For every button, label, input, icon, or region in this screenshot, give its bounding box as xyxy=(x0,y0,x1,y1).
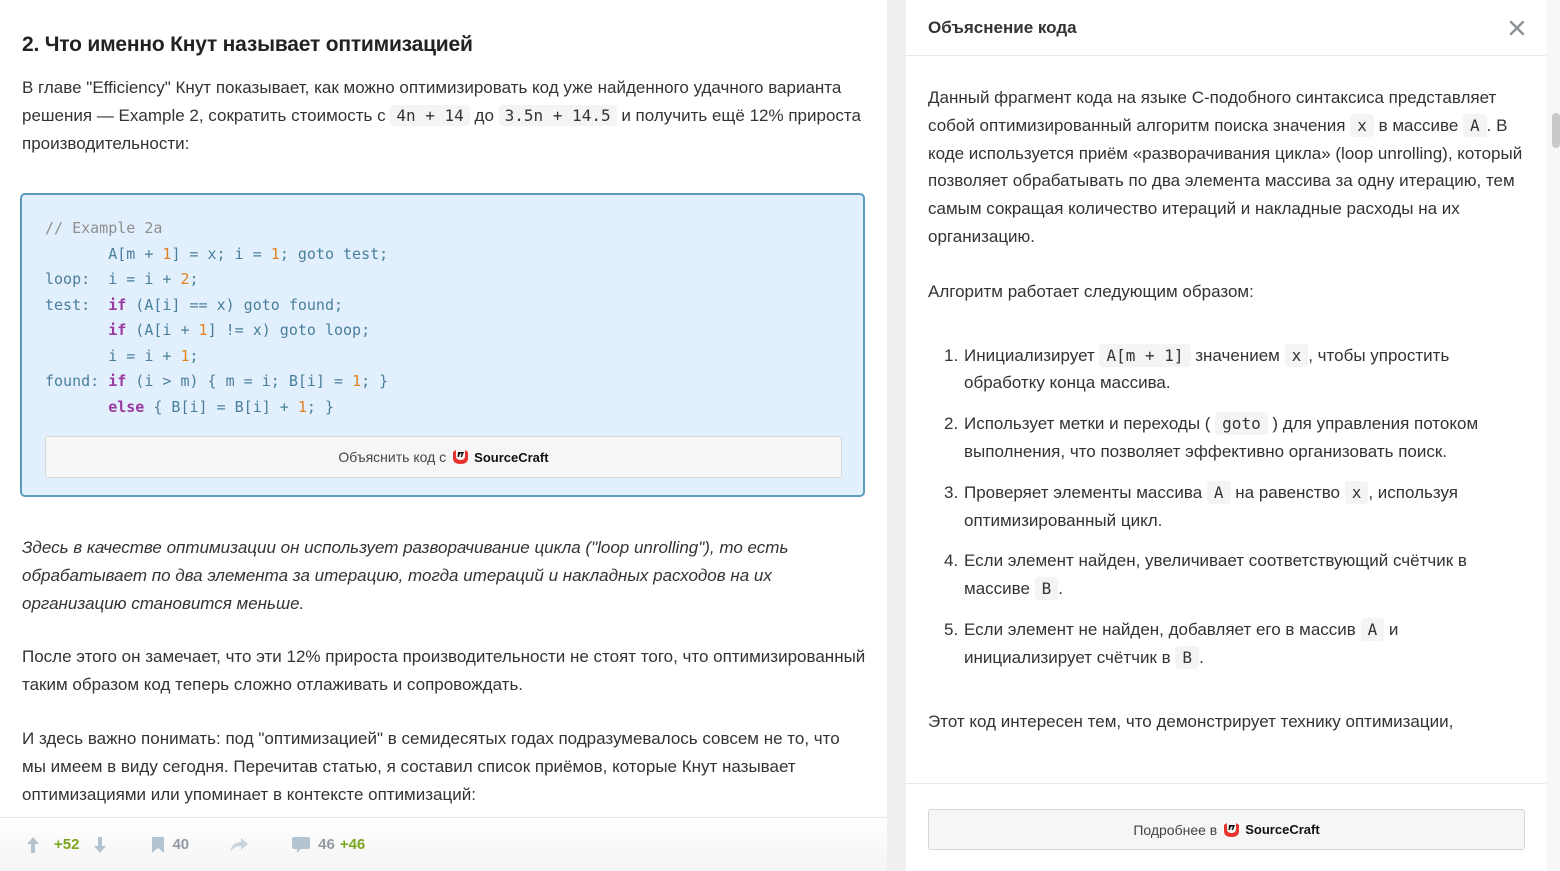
explain-button-label: Объяснить код с xyxy=(338,449,447,465)
explanation-intro xyxy=(928,84,1528,251)
bookmark-icon xyxy=(151,836,165,854)
explanation-content xyxy=(928,84,1528,762)
step-text xyxy=(964,342,1528,398)
text: и инициализирует счётчик в xyxy=(964,619,1399,667)
intro-text: и получить ещё 12% прироста производительности: xyxy=(22,106,861,153)
code-line: A[m + 1] = x; i = 1; goto test; xyxy=(108,244,389,263)
text: на равенство xyxy=(1230,482,1345,502)
downvote-button[interactable] xyxy=(93,836,107,854)
code-line: found: if (i > m) { m = i; B[i] = 1; } xyxy=(45,372,389,390)
text: , используя оптимизированный цикл. xyxy=(964,482,1458,530)
comments-button[interactable] xyxy=(291,836,365,854)
share-button[interactable] xyxy=(229,837,249,853)
inline-code: A[m + 1] xyxy=(1099,344,1190,367)
text: в массиве xyxy=(1373,115,1464,135)
step-text xyxy=(964,479,1528,535)
comment-icon xyxy=(291,836,311,854)
paragraph: И здесь важно понимать: под "оптимизацией" в семидесятых годах подразумевалось совсем не то, что мы имеем в виду сегодня. Перечитав статью, я составил список приёмов, которые Кнут называет оптимизациями или упоминает в контексте оптимизаций: xyxy=(22,729,840,804)
text: значением xyxy=(1190,345,1285,365)
step-number: 4. xyxy=(944,551,959,571)
inline-code: 3.5n + 14.5 xyxy=(499,105,617,126)
bookmark-count: 40 xyxy=(172,836,190,853)
code-line: if (A[i + 1] != x) goto loop; xyxy=(108,321,371,339)
close-icon xyxy=(1506,17,1528,39)
share-icon xyxy=(229,837,249,853)
text: Данный фрагмент кода на языке C-подобного синтаксиса представляет собой оптимизированный алгоритм поиска значения xyxy=(928,88,1497,135)
paragraph: После этого он замечает, что эти 12% прироста производительности не стоят того, что оптимизированный таким образом код теперь сложно отлаживать и сопровождать. xyxy=(22,647,866,694)
step-number: 1. xyxy=(944,345,959,365)
intro-text: В главе "Efficiency" Кнут показывает, как можно оптимизировать код уже найденного удачного варианта решения — Example 2, сократить стоимость с xyxy=(22,78,842,125)
code-line: // Example 2a xyxy=(45,219,163,237)
algorithm-steps xyxy=(928,342,1528,672)
step-item xyxy=(928,342,1528,398)
text: Использует метки и переходы ( xyxy=(964,414,1216,434)
step-item xyxy=(928,616,1528,672)
step-item xyxy=(928,547,1528,603)
rating-value: +52 xyxy=(54,836,80,853)
sourcecraft-brand xyxy=(1223,822,1319,838)
section-heading: 2. Что именно Кнут называет оптимизацией xyxy=(22,33,473,56)
inline-code: x xyxy=(1285,344,1309,367)
article-actions-bar xyxy=(0,817,887,871)
panel-header xyxy=(906,0,1546,56)
upvote-button[interactable] xyxy=(26,836,40,854)
step-item xyxy=(928,479,1528,535)
code-content xyxy=(45,216,388,420)
step-number: 5. xyxy=(944,619,959,639)
step-text xyxy=(964,547,1528,603)
text: , чтобы упростить обработку конца массива. xyxy=(964,345,1450,393)
text: . В коде используется приём «разворачивания цикла» (loop unrolling), который позволяет обрабатывать по два элемента массива за одну итерацию, тем самым сокращая количество итераций и накладные расходы на их организацию. xyxy=(928,115,1523,246)
bookmark-button[interactable] xyxy=(151,836,189,854)
explanation-closing: Этот код интересен тем, что демонстрирует технику оптимизации, xyxy=(928,711,1454,731)
text: ) для управления потоком выполнения, что позволяет эффективно организовать поиск. xyxy=(964,414,1479,461)
close-button[interactable] xyxy=(1506,17,1528,39)
inline-code: A xyxy=(1463,114,1487,137)
text: Если элемент не найден, добавляет его в массив xyxy=(964,619,1361,639)
panel-scrollbar-thumb[interactable] xyxy=(1552,113,1560,148)
explain-code-button[interactable] xyxy=(45,436,842,478)
step-item xyxy=(928,410,1528,466)
italic-paragraph: Здесь в качестве оптимизации он использует разворачивание цикла ("loop unrolling"), то есть обрабатывает по два элемента за итерацию, тогда итераций и накладных расходов на их организацию становится меньше. xyxy=(22,538,789,613)
inline-code: A xyxy=(1207,481,1231,504)
sourcecraft-brand xyxy=(452,449,548,465)
step-number: 3. xyxy=(944,482,959,502)
code-line: else { B[i] = B[i] + 1; } xyxy=(108,397,334,416)
brand-name: SourceCraft xyxy=(1245,822,1320,837)
inline-code: B xyxy=(1175,646,1199,669)
inline-code: x xyxy=(1345,481,1369,504)
text: Если элемент найден, увеличивает соответствующий счётчик в массиве xyxy=(964,551,1467,599)
sourcecraft-logo-icon xyxy=(452,449,469,465)
arrow-down-icon xyxy=(93,836,107,854)
text: Инициализирует xyxy=(964,345,1100,365)
comment-count: 46 xyxy=(318,836,335,853)
inline-code: B xyxy=(1035,577,1059,600)
algorithm-heading: Алгоритм работает следующим образом: xyxy=(928,281,1254,301)
code-line: i = i + 1; xyxy=(108,346,199,365)
text: . xyxy=(1199,647,1204,667)
step-text xyxy=(964,410,1528,466)
article-header xyxy=(22,30,867,158)
code-line: loop: i = i + 2; xyxy=(45,270,199,288)
panel-gutter xyxy=(887,0,906,871)
code-explanation-panel xyxy=(906,0,1546,871)
sourcecraft-logo-icon xyxy=(1223,822,1240,838)
code-line: test: if (A[i] == x) goto found; xyxy=(45,295,344,314)
new-comments-count: +46 xyxy=(339,836,366,853)
panel-title: Объяснение кода xyxy=(928,17,1077,37)
more-in-sourcecraft-button[interactable] xyxy=(928,809,1525,850)
code-block xyxy=(20,193,865,497)
panel-footer xyxy=(906,783,1546,871)
inline-code: A xyxy=(1361,618,1385,641)
inline-code: x xyxy=(1350,114,1374,137)
step-text xyxy=(964,616,1528,672)
more-button-label: Подробнее в xyxy=(1133,821,1218,838)
inline-code: 4n + 14 xyxy=(390,105,469,126)
intro-text: до xyxy=(469,106,499,125)
step-number: 2. xyxy=(944,414,959,434)
brand-name: SourceCraft xyxy=(474,449,549,465)
intro-paragraph xyxy=(22,74,867,158)
text: Проверяет элементы массива xyxy=(964,482,1207,502)
arrow-up-icon xyxy=(26,836,40,854)
text: . xyxy=(1058,579,1064,599)
inline-code: goto xyxy=(1215,412,1268,435)
